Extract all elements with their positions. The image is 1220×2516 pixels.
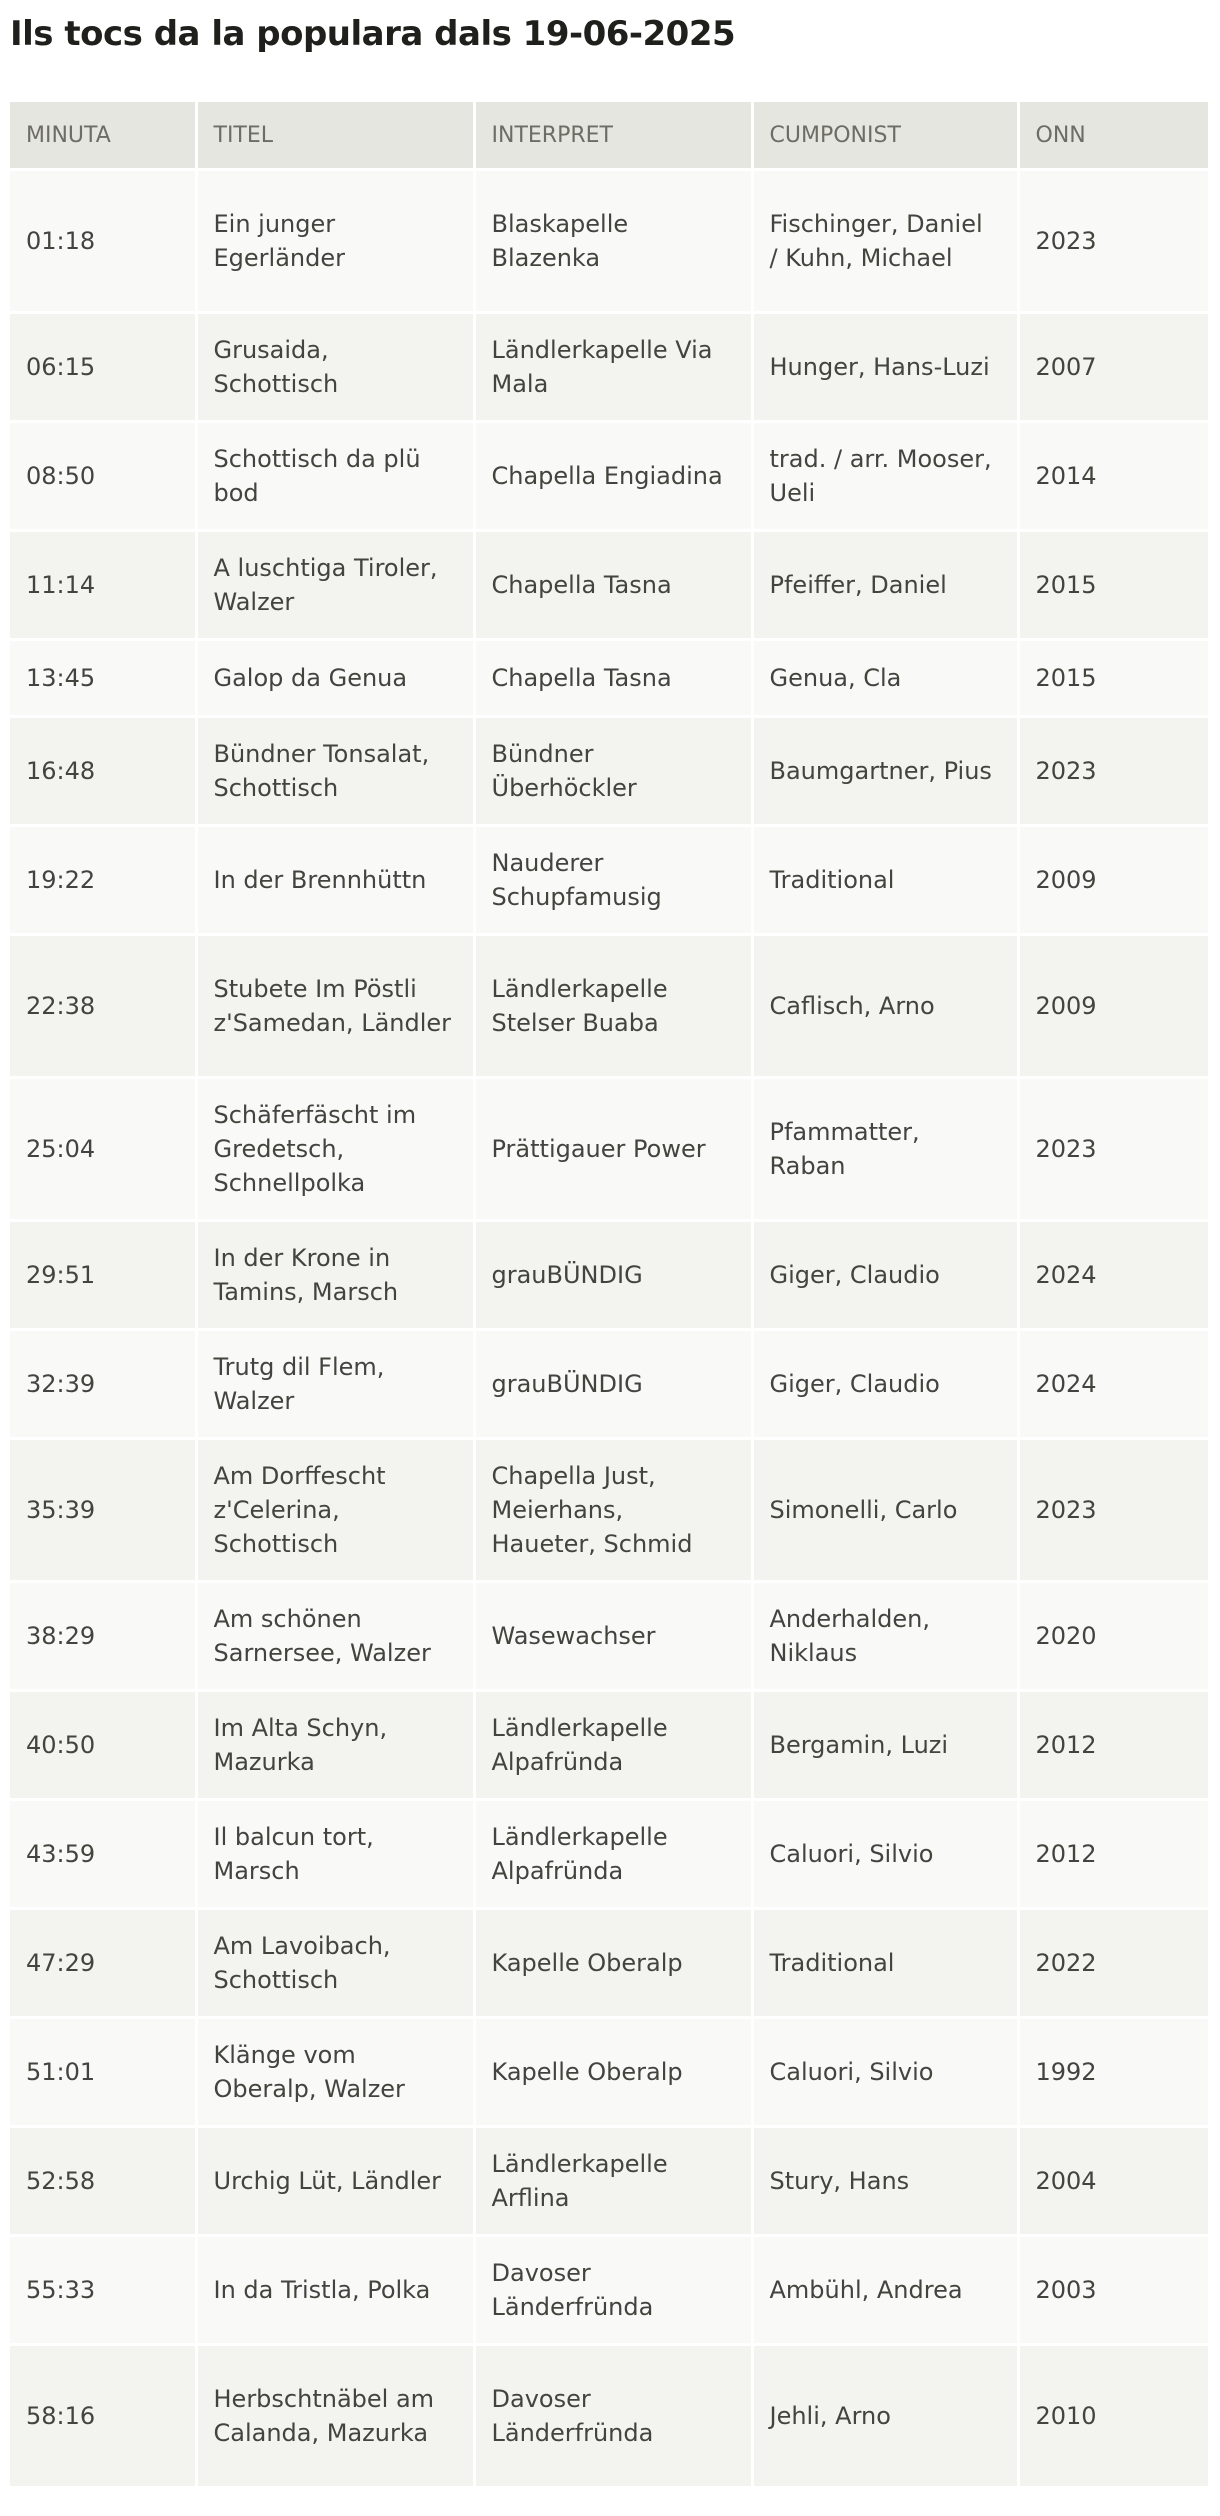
table-row: [10, 170, 1208, 313]
cell-cumponist: trad. / arr. Mooser, Ueli: [752, 422, 1018, 531]
cell-cumponist: Stury, Hans: [752, 2127, 1018, 2236]
cell-onn: 2012: [1018, 1800, 1208, 1909]
cell-cumponist: Hunger, Hans-Luzi: [752, 313, 1018, 422]
cell-cumponist: Pfeiffer, Daniel: [752, 531, 1018, 640]
cell-interpret: Kapelle Oberalp: [474, 1909, 752, 2018]
cell-cumponist: Ambühl, Andrea: [752, 2236, 1018, 2345]
table-row: [10, 2018, 1208, 2127]
cell-interpret: Wasewachser: [474, 1582, 752, 1691]
cell-minuta: 38:29: [10, 1582, 196, 1691]
cell-onn: 2003: [1018, 2236, 1208, 2345]
cell-interpret: Ländlerkapelle Arflina: [474, 2127, 752, 2236]
cell-titel: Schäferfäscht im Gredetsch, Schnellpolka: [196, 1078, 474, 1221]
cell-cumponist: Genua, Cla: [752, 640, 1018, 717]
cell-onn: 2024: [1018, 1330, 1208, 1439]
cell-interpret: Prättigauer Power: [474, 1078, 752, 1221]
table-row: [10, 2236, 1208, 2345]
cell-minuta: 22:38: [10, 935, 196, 1078]
cell-minuta: 35:39: [10, 1439, 196, 1582]
cell-onn: 2007: [1018, 313, 1208, 422]
cell-interpret: Chapella Tasna: [474, 640, 752, 717]
cell-interpret: Chapella Tasna: [474, 531, 752, 640]
column-header-titel: TITEL: [196, 102, 474, 170]
cell-onn: 2009: [1018, 826, 1208, 935]
cell-interpret: Davoser Länderfründa: [474, 2345, 752, 2488]
cell-cumponist: Giger, Claudio: [752, 1221, 1018, 1330]
table-row: [10, 1582, 1208, 1691]
page-title: Ils tocs da la populara dals 19-06-2025: [10, 14, 736, 54]
cell-onn: 2015: [1018, 640, 1208, 717]
cell-minuta: 19:22: [10, 826, 196, 935]
cell-cumponist: Simonelli, Carlo: [752, 1439, 1018, 1582]
cell-interpret: Ländlerkapelle Via Mala: [474, 313, 752, 422]
cell-interpret: Davoser Länderfründa: [474, 2236, 752, 2345]
cell-onn: 2004: [1018, 2127, 1208, 2236]
cell-titel: Bündner Tonsalat, Schottisch: [196, 717, 474, 826]
cell-interpret: grauBÜNDIG: [474, 1330, 752, 1439]
cell-cumponist: Traditional: [752, 826, 1018, 935]
table-row: [10, 422, 1208, 531]
cell-onn: 2022: [1018, 1909, 1208, 2018]
cell-onn: 2023: [1018, 1078, 1208, 1221]
cell-cumponist: Traditional: [752, 1909, 1018, 2018]
cell-interpret: Bündner Überhöckler: [474, 717, 752, 826]
cell-titel: A luschtiga Tiroler, Walzer: [196, 531, 474, 640]
cell-interpret: grauBÜNDIG: [474, 1221, 752, 1330]
table-row: [10, 313, 1208, 422]
cell-titel: Am Dorffescht z'Celerina, Schottisch: [196, 1439, 474, 1582]
cell-titel: Urchig Lüt, Ländler: [196, 2127, 474, 2236]
cell-titel: Galop da Genua: [196, 640, 474, 717]
cell-onn: 2023: [1018, 1439, 1208, 1582]
cell-interpret: Ländlerkapelle Stelser Buaba: [474, 935, 752, 1078]
table-row: [10, 1909, 1208, 2018]
cell-minuta: 40:50: [10, 1691, 196, 1800]
cell-minuta: 52:58: [10, 2127, 196, 2236]
cell-titel: Herbschtnäbel am Calanda, Mazurka: [196, 2345, 474, 2488]
cell-minuta: 58:16: [10, 2345, 196, 2488]
cell-titel: Stubete Im Pöstli z'Samedan, Ländler: [196, 935, 474, 1078]
cell-interpret: Blaskapelle Blazenka: [474, 170, 752, 313]
cell-interpret: Chapella Just, Meierhans, Haueter, Schmid: [474, 1439, 752, 1582]
cell-titel: Schottisch da plü bod: [196, 422, 474, 531]
cell-cumponist: Pfammatter, Raban: [752, 1078, 1018, 1221]
cell-titel: Trutg dil Flem, Walzer: [196, 1330, 474, 1439]
cell-onn: 2023: [1018, 170, 1208, 313]
cell-titel: Klänge vom Oberalp, Walzer: [196, 2018, 474, 2127]
column-header-onn: ONN: [1018, 102, 1208, 170]
cell-onn: 2010: [1018, 2345, 1208, 2488]
table-header-row: [10, 102, 1208, 170]
cell-onn: 2020: [1018, 1582, 1208, 1691]
table-row: [10, 826, 1208, 935]
cell-interpret: Ländlerkapelle Alpafründa: [474, 1691, 752, 1800]
cell-titel: In der Brennhüttn: [196, 826, 474, 935]
cell-minuta: 51:01: [10, 2018, 196, 2127]
cell-interpret: Chapella Engiadina: [474, 422, 752, 531]
table-row: [10, 1330, 1208, 1439]
cell-cumponist: Giger, Claudio: [752, 1330, 1018, 1439]
cell-onn: 2014: [1018, 422, 1208, 531]
column-header-interpret: INTERPRET: [474, 102, 752, 170]
cell-minuta: 55:33: [10, 2236, 196, 2345]
cell-onn: 2012: [1018, 1691, 1208, 1800]
cell-cumponist: Jehli, Arno: [752, 2345, 1018, 2488]
cell-titel: Am Lavoibach, Schottisch: [196, 1909, 474, 2018]
playlist-table: [10, 102, 1208, 2489]
table-row: [10, 2127, 1208, 2236]
cell-cumponist: Anderhalden, Niklaus: [752, 1582, 1018, 1691]
cell-minuta: 16:48: [10, 717, 196, 826]
table-row: [10, 1691, 1208, 1800]
table-row: [10, 935, 1208, 1078]
cell-minuta: 06:15: [10, 313, 196, 422]
cell-cumponist: Caflisch, Arno: [752, 935, 1018, 1078]
table-row: [10, 640, 1208, 717]
cell-onn: 1992: [1018, 2018, 1208, 2127]
table-row: [10, 1800, 1208, 1909]
cell-onn: 2023: [1018, 717, 1208, 826]
column-header-minuta: MINUTA: [10, 102, 196, 170]
cell-titel: Am schönen Sarnersee, Walzer: [196, 1582, 474, 1691]
cell-titel: Im Alta Schyn, Mazurka: [196, 1691, 474, 1800]
table-row: [10, 1078, 1208, 1221]
cell-minuta: 43:59: [10, 1800, 196, 1909]
cell-titel: In der Krone in Tamins, Marsch: [196, 1221, 474, 1330]
table-row: [10, 1439, 1208, 1582]
cell-minuta: 32:39: [10, 1330, 196, 1439]
cell-titel: Il balcun tort, Marsch: [196, 1800, 474, 1909]
cell-minuta: 47:29: [10, 1909, 196, 2018]
cell-onn: 2009: [1018, 935, 1208, 1078]
table-row: [10, 531, 1208, 640]
table-row: [10, 717, 1208, 826]
cell-onn: 2024: [1018, 1221, 1208, 1330]
cell-cumponist: Caluori, Silvio: [752, 1800, 1018, 1909]
cell-interpret: Ländlerkapelle Alpafründa: [474, 1800, 752, 1909]
cell-cumponist: Bergamin, Luzi: [752, 1691, 1018, 1800]
cell-interpret: Kapelle Oberalp: [474, 2018, 752, 2127]
cell-titel: Grusaida, Schottisch: [196, 313, 474, 422]
table-row: [10, 1221, 1208, 1330]
table-row: [10, 2345, 1208, 2488]
cell-minuta: 11:14: [10, 531, 196, 640]
cell-minuta: 01:18: [10, 170, 196, 313]
cell-minuta: 08:50: [10, 422, 196, 531]
cell-interpret: Nauderer Schupfamusig: [474, 826, 752, 935]
column-header-cumponist: CUMPONIST: [752, 102, 1018, 170]
cell-titel: In da Tristla, Polka: [196, 2236, 474, 2345]
cell-titel: Ein junger Egerländer: [196, 170, 474, 313]
cell-minuta: 25:04: [10, 1078, 196, 1221]
cell-cumponist: Baumgartner, Pius: [752, 717, 1018, 826]
cell-cumponist: Caluori, Silvio: [752, 2018, 1018, 2127]
cell-minuta: 13:45: [10, 640, 196, 717]
cell-onn: 2015: [1018, 531, 1208, 640]
cell-cumponist: Fischinger, Daniel / Kuhn, Michael: [752, 170, 1018, 313]
cell-minuta: 29:51: [10, 1221, 196, 1330]
